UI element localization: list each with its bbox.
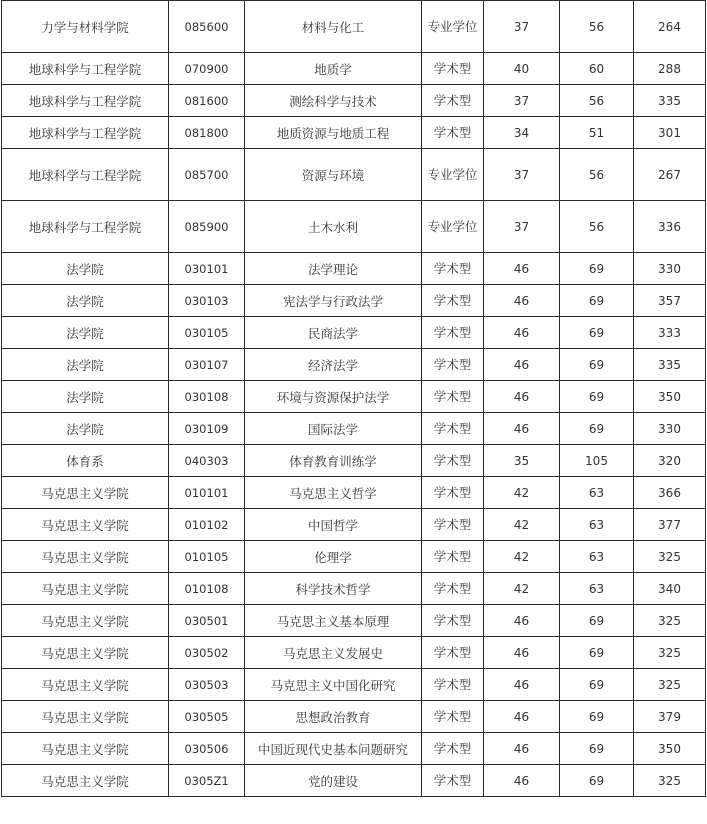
- college-cell: 马克思主义学院: [2, 509, 169, 541]
- single-subject-1-score-cell: 46: [484, 765, 560, 797]
- degree-type-cell: 学术型: [422, 253, 484, 285]
- single-subject-2-score-cell: 56: [560, 201, 634, 253]
- major-cell: 宪法学与行政法学: [245, 285, 422, 317]
- college-cell: 法学院: [2, 253, 169, 285]
- table-row: [2, 201, 706, 253]
- total-score-cell: 288: [634, 53, 706, 85]
- single-subject-1-score-cell: 34: [484, 117, 560, 149]
- single-subject-2-score-cell: 69: [560, 413, 634, 445]
- major-cell: 民商法学: [245, 317, 422, 349]
- single-subject-1-score-cell: 37: [484, 201, 560, 253]
- degree-type-cell: 学术型: [422, 541, 484, 573]
- total-score-cell: 320: [634, 445, 706, 477]
- college-cell: 地球科学与工程学院: [2, 149, 169, 201]
- major-cell: 科学技术哲学: [245, 573, 422, 605]
- table-row: [2, 605, 706, 637]
- code-cell: 010108: [169, 573, 245, 605]
- degree-type-cell: 专业学位: [422, 149, 484, 201]
- total-score-cell: 350: [634, 381, 706, 413]
- total-score-cell: 325: [634, 605, 706, 637]
- single-subject-2-score-cell: 63: [560, 573, 634, 605]
- total-score-cell: 377: [634, 509, 706, 541]
- single-subject-1-score-cell: 46: [484, 605, 560, 637]
- total-score-cell: 333: [634, 317, 706, 349]
- table-row: [2, 573, 706, 605]
- college-cell: 马克思主义学院: [2, 573, 169, 605]
- code-cell: 030107: [169, 349, 245, 381]
- major-cell: 马克思主义哲学: [245, 477, 422, 509]
- single-subject-2-score-cell: 69: [560, 733, 634, 765]
- single-subject-1-score-cell: 42: [484, 573, 560, 605]
- single-subject-2-score-cell: 69: [560, 605, 634, 637]
- total-score-cell: 330: [634, 413, 706, 445]
- table-row: [2, 509, 706, 541]
- code-cell: 030503: [169, 669, 245, 701]
- single-subject-2-score-cell: 56: [560, 85, 634, 117]
- major-cell: 中国哲学: [245, 509, 422, 541]
- table-row: [2, 445, 706, 477]
- table-row: [2, 669, 706, 701]
- code-cell: 030103: [169, 285, 245, 317]
- table-row: [2, 477, 706, 509]
- degree-type-cell: 学术型: [422, 85, 484, 117]
- table-row: [2, 253, 706, 285]
- single-subject-2-score-cell: 60: [560, 53, 634, 85]
- single-subject-2-score-cell: 69: [560, 637, 634, 669]
- code-cell: 030506: [169, 733, 245, 765]
- college-cell: 体育系: [2, 445, 169, 477]
- college-cell: 地球科学与工程学院: [2, 53, 169, 85]
- total-score-cell: 335: [634, 85, 706, 117]
- degree-type-cell: 专业学位: [422, 1, 484, 53]
- table-row: [2, 1, 706, 53]
- code-cell: 030502: [169, 637, 245, 669]
- college-cell: 马克思主义学院: [2, 733, 169, 765]
- single-subject-1-score-cell: 46: [484, 317, 560, 349]
- table-row: [2, 733, 706, 765]
- single-subject-2-score-cell: 63: [560, 477, 634, 509]
- table-row: [2, 285, 706, 317]
- single-subject-1-score-cell: 42: [484, 541, 560, 573]
- total-score-cell: 267: [634, 149, 706, 201]
- single-subject-1-score-cell: 42: [484, 477, 560, 509]
- major-cell: 法学理论: [245, 253, 422, 285]
- single-subject-2-score-cell: 69: [560, 349, 634, 381]
- total-score-cell: 325: [634, 541, 706, 573]
- degree-type-cell: 学术型: [422, 349, 484, 381]
- total-score-cell: 350: [634, 733, 706, 765]
- single-subject-1-score-cell: 37: [484, 1, 560, 53]
- single-subject-1-score-cell: 46: [484, 253, 560, 285]
- code-cell: 0305Z1: [169, 765, 245, 797]
- major-cell: 资源与环境: [245, 149, 422, 201]
- single-subject-1-score-cell: 46: [484, 413, 560, 445]
- table-row: [2, 117, 706, 149]
- single-subject-2-score-cell: 69: [560, 285, 634, 317]
- major-cell: 土木水利: [245, 201, 422, 253]
- code-cell: 081600: [169, 85, 245, 117]
- total-score-cell: 264: [634, 1, 706, 53]
- degree-type-cell: 学术型: [422, 765, 484, 797]
- code-cell: 030105: [169, 317, 245, 349]
- single-subject-1-score-cell: 37: [484, 149, 560, 201]
- college-cell: 马克思主义学院: [2, 477, 169, 509]
- degree-type-cell: 学术型: [422, 445, 484, 477]
- college-cell: 地球科学与工程学院: [2, 117, 169, 149]
- table-row: [2, 381, 706, 413]
- code-cell: 030501: [169, 605, 245, 637]
- degree-type-cell: 学术型: [422, 669, 484, 701]
- code-cell: 010102: [169, 509, 245, 541]
- total-score-cell: 357: [634, 285, 706, 317]
- code-cell: 085700: [169, 149, 245, 201]
- table-row: [2, 637, 706, 669]
- total-score-cell: 340: [634, 573, 706, 605]
- college-cell: 马克思主义学院: [2, 541, 169, 573]
- code-cell: 010105: [169, 541, 245, 573]
- table-row: [2, 701, 706, 733]
- degree-type-cell: 学术型: [422, 381, 484, 413]
- single-subject-1-score-cell: 46: [484, 669, 560, 701]
- total-score-cell: 325: [634, 669, 706, 701]
- degree-type-cell: 学术型: [422, 53, 484, 85]
- table-row: [2, 541, 706, 573]
- college-cell: 地球科学与工程学院: [2, 201, 169, 253]
- table-row: [2, 765, 706, 797]
- degree-type-cell: 学术型: [422, 413, 484, 445]
- single-subject-2-score-cell: 51: [560, 117, 634, 149]
- college-cell: 法学院: [2, 317, 169, 349]
- major-cell: 环境与资源保护法学: [245, 381, 422, 413]
- college-cell: 法学院: [2, 381, 169, 413]
- single-subject-2-score-cell: 69: [560, 669, 634, 701]
- degree-type-cell: 学术型: [422, 317, 484, 349]
- single-subject-1-score-cell: 35: [484, 445, 560, 477]
- single-subject-2-score-cell: 69: [560, 765, 634, 797]
- table-row: [2, 85, 706, 117]
- single-subject-2-score-cell: 63: [560, 509, 634, 541]
- major-cell: 伦理学: [245, 541, 422, 573]
- degree-type-cell: 学术型: [422, 733, 484, 765]
- total-score-cell: 330: [634, 253, 706, 285]
- college-cell: 马克思主义学院: [2, 637, 169, 669]
- major-cell: 经济法学: [245, 349, 422, 381]
- major-cell: 党的建设: [245, 765, 422, 797]
- major-cell: 体育教育训练学: [245, 445, 422, 477]
- single-subject-2-score-cell: 69: [560, 253, 634, 285]
- major-cell: 马克思主义发展史: [245, 637, 422, 669]
- code-cell: 070900: [169, 53, 245, 85]
- single-subject-1-score-cell: 42: [484, 509, 560, 541]
- major-cell: 国际法学: [245, 413, 422, 445]
- single-subject-2-score-cell: 63: [560, 541, 634, 573]
- table-row: [2, 349, 706, 381]
- single-subject-1-score-cell: 37: [484, 85, 560, 117]
- degree-type-cell: 学术型: [422, 637, 484, 669]
- single-subject-1-score-cell: 46: [484, 733, 560, 765]
- single-subject-1-score-cell: 46: [484, 637, 560, 669]
- college-cell: 法学院: [2, 285, 169, 317]
- code-cell: 030101: [169, 253, 245, 285]
- single-subject-2-score-cell: 56: [560, 149, 634, 201]
- degree-type-cell: 学术型: [422, 701, 484, 733]
- degree-type-cell: 学术型: [422, 117, 484, 149]
- major-cell: 地质资源与地质工程: [245, 117, 422, 149]
- college-cell: 马克思主义学院: [2, 765, 169, 797]
- code-cell: 030108: [169, 381, 245, 413]
- degree-type-cell: 学术型: [422, 605, 484, 637]
- degree-type-cell: 学术型: [422, 477, 484, 509]
- code-cell: 085600: [169, 1, 245, 53]
- degree-type-cell: 专业学位: [422, 201, 484, 253]
- code-cell: 085900: [169, 201, 245, 253]
- major-cell: 中国近现代史基本问题研究: [245, 733, 422, 765]
- major-cell: 思想政治教育: [245, 701, 422, 733]
- degree-type-cell: 学术型: [422, 573, 484, 605]
- table-row: [2, 53, 706, 85]
- table-row: [2, 149, 706, 201]
- college-cell: 法学院: [2, 349, 169, 381]
- single-subject-2-score-cell: 69: [560, 381, 634, 413]
- major-cell: 测绘科学与技术: [245, 85, 422, 117]
- single-subject-2-score-cell: 56: [560, 1, 634, 53]
- table-row: [2, 413, 706, 445]
- total-score-cell: 325: [634, 765, 706, 797]
- score-table: [1, 0, 706, 797]
- total-score-cell: 325: [634, 637, 706, 669]
- single-subject-1-score-cell: 46: [484, 701, 560, 733]
- code-cell: 081800: [169, 117, 245, 149]
- single-subject-1-score-cell: 46: [484, 285, 560, 317]
- college-cell: 马克思主义学院: [2, 605, 169, 637]
- total-score-cell: 366: [634, 477, 706, 509]
- code-cell: 030109: [169, 413, 245, 445]
- major-cell: 材料与化工: [245, 1, 422, 53]
- major-cell: 马克思主义基本原理: [245, 605, 422, 637]
- degree-type-cell: 学术型: [422, 285, 484, 317]
- total-score-cell: 336: [634, 201, 706, 253]
- code-cell: 030505: [169, 701, 245, 733]
- college-cell: 力学与材料学院: [2, 1, 169, 53]
- single-subject-2-score-cell: 69: [560, 701, 634, 733]
- code-cell: 040303: [169, 445, 245, 477]
- single-subject-2-score-cell: 69: [560, 317, 634, 349]
- major-cell: 地质学: [245, 53, 422, 85]
- single-subject-2-score-cell: 105: [560, 445, 634, 477]
- single-subject-1-score-cell: 40: [484, 53, 560, 85]
- degree-type-cell: 学术型: [422, 509, 484, 541]
- total-score-cell: 301: [634, 117, 706, 149]
- total-score-cell: 379: [634, 701, 706, 733]
- table-body: [2, 1, 706, 797]
- college-cell: 马克思主义学院: [2, 669, 169, 701]
- single-subject-1-score-cell: 46: [484, 349, 560, 381]
- college-cell: 马克思主义学院: [2, 701, 169, 733]
- major-cell: 马克思主义中国化研究: [245, 669, 422, 701]
- table-row: [2, 317, 706, 349]
- code-cell: 010101: [169, 477, 245, 509]
- college-cell: 地球科学与工程学院: [2, 85, 169, 117]
- college-cell: 法学院: [2, 413, 169, 445]
- total-score-cell: 335: [634, 349, 706, 381]
- single-subject-1-score-cell: 46: [484, 381, 560, 413]
